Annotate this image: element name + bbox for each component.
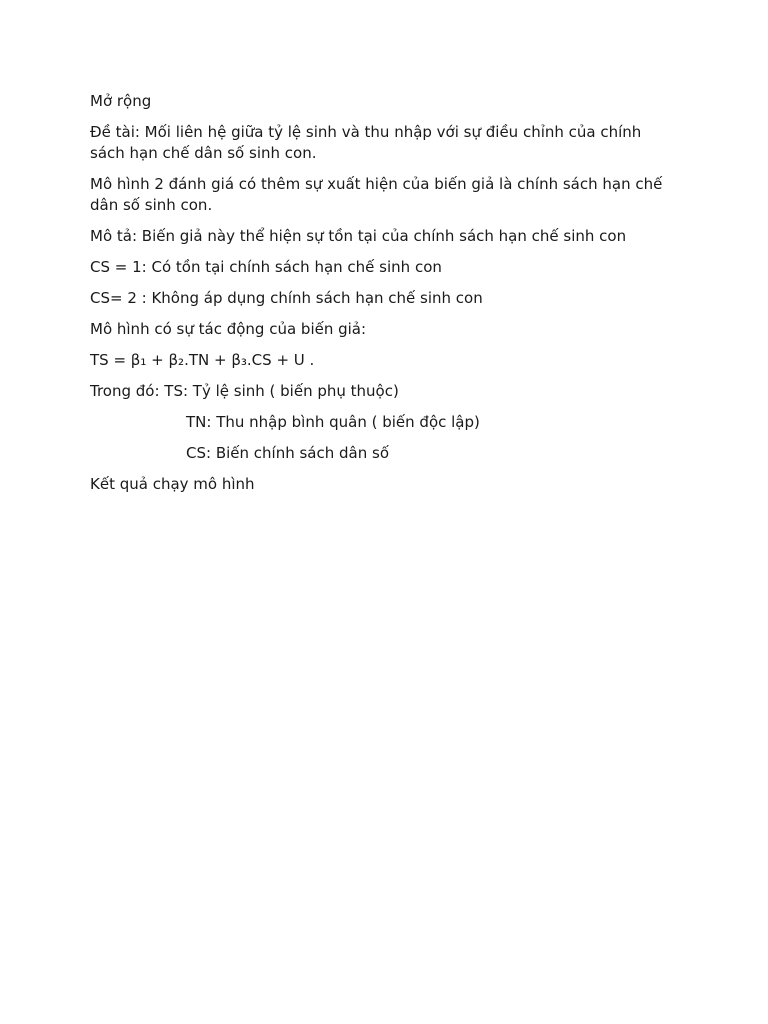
document-body [90,91,680,505]
dummy-variable-description: Mô tả: Biến giả này thể hiện sự tồn tại của chính sách hạn chế sinh con [90,227,627,245]
topic-paragraph: Đề tài: Mối liên hệ giữa tỷ lệ sinh và thu nhập với sự điều chỉnh của chính sách hạn chế dân số sinh con. [90,123,642,162]
results-heading: Kết quả chạy mô hình [90,475,255,493]
model-description-paragraph: Mô hình 2 đánh giá có thêm sự xuất hiện của biến giả là chính sách hạn chế dân số sinh con. [90,175,663,214]
cs-value-2-definition: CS= 2 : Không áp dụng chính sách hạn chế sinh con [90,289,483,307]
variable-definition-tn: TN: Thu nhập bình quân ( biến độc lập) [186,413,480,431]
section-heading: Mở rộng [90,92,152,110]
variable-definition-ts: Trong đó: TS: Tỷ lệ sinh ( biến phụ thuộc) [90,382,399,400]
variable-definition-cs: CS: Biến chính sách dân số [186,444,389,462]
cs-value-1-definition: CS = 1: Có tồn tại chính sách hạn chế sinh con [90,258,442,276]
regression-equation: TS = β₁ + β₂.TN + β₃.CS + U . [90,351,315,369]
model-intro-line: Mô hình có sự tác động của biến giả: [90,320,367,338]
